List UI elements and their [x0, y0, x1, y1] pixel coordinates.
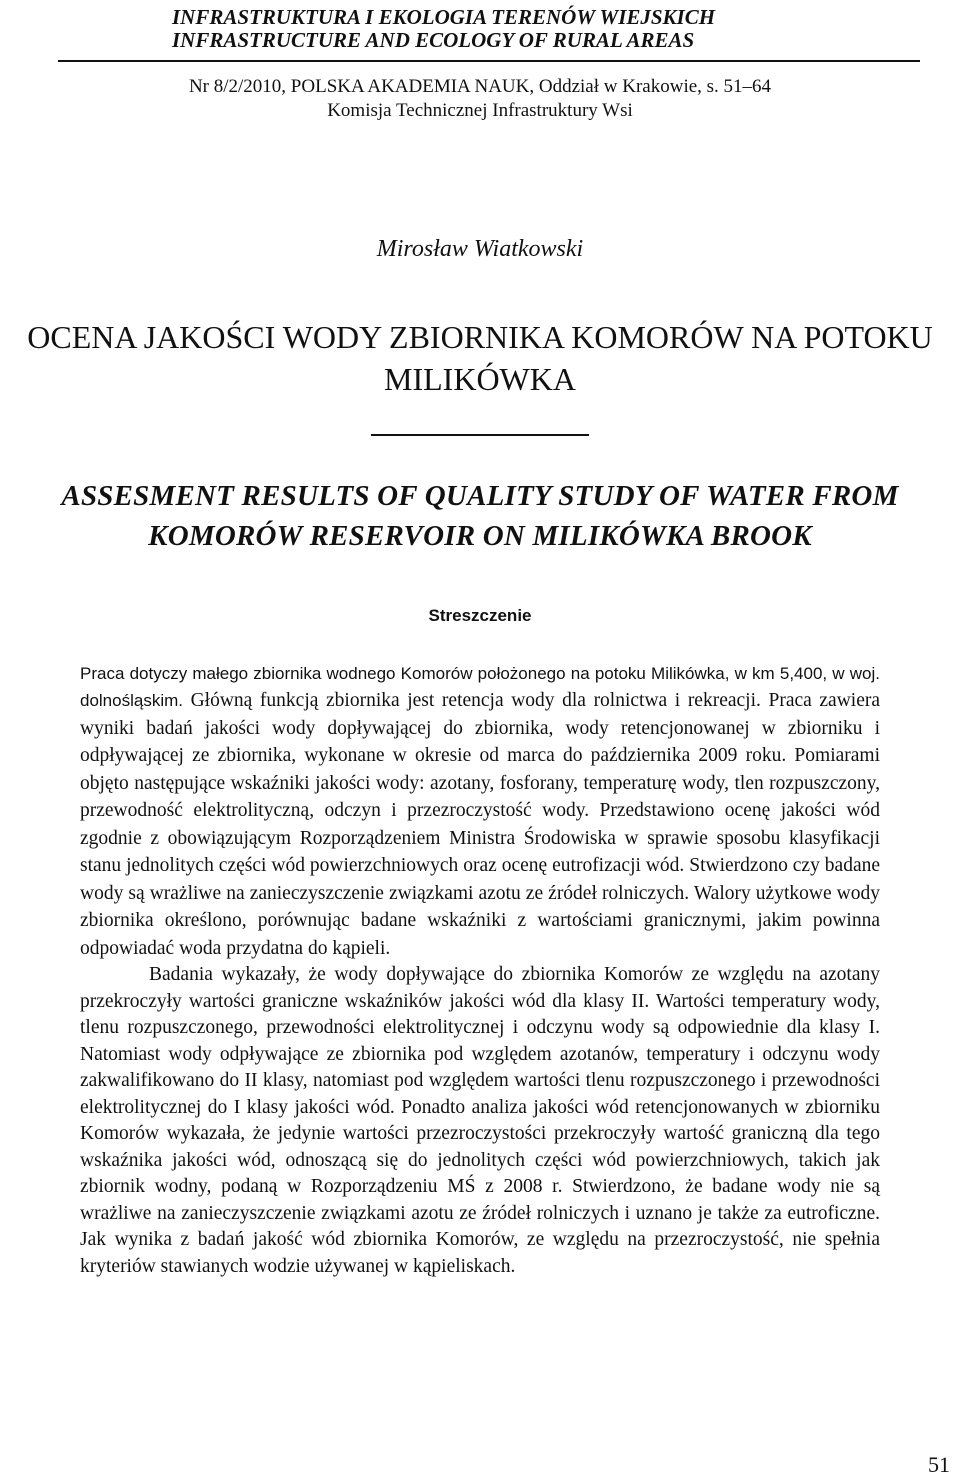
header-rule: [58, 60, 920, 62]
abstract-body: [80, 660, 880, 1280]
journal-title-en: INFRASTRUCTURE AND ECOLOGY OF RURAL AREAS: [172, 28, 695, 52]
abstract-paragraph-2: Badania wykazały, że wody dopływające do zbiornika Komorów ze względu na azotany przekroczyły wartości graniczne wskaźników jakości wód dla klasy II. Wartości temperatury wody, tlenu rozpuszczonego, przewodności elektrolitycznej i odczynu wody są odpowiednie dla klasy I. Natomiast wody odpływające ze zbiornika pod względem azotanów, temperatury i odczynu wody zakwalifikowano do II klasy, natomiast pod względem wartości tlenu rozpuszczonego i przewodności elektrolitycznej do I klasy jakości wód. Ponadto analiza jakości wód retencjonowanych w zbiorniku Komorów wykazała, że jedynie wartości przezroczystości przekroczyły wartość graniczną dla tego wskaźnika jakości wód, odnoszącą się do jednolitych części wód powierzchniowych, takich jak zbiornik wodny, podaną w Rozporządzeniu MŚ z 2008 r. Stwierdzono, że badane wody nie są wrażliwe na zanieczyszczenie związkami azotu ze źródeł rolniczych i uznano je także za eutroficzne. Jak wynika z badań jakość wód zbiornika Komorów, ze względu na przezroczystość, nie spełnia kryteriów stawianych wodzie używanej w kąpieliskach.: [80, 964, 880, 1277]
abstract-paragraph-1: [80, 660, 880, 962]
title-divider: [371, 434, 589, 436]
journal-header: [172, 6, 792, 52]
page-number: 51: [928, 1452, 950, 1477]
commission-name: Komisja Technicznej Infrastruktury Wsi: [327, 100, 633, 121]
abstract-heading: Streszczenie: [428, 606, 532, 625]
author-name: Mirosław Wiatkowski: [376, 236, 584, 262]
journal-title-pl: INFRASTRUKTURA I EKOLOGIA TERENÓW WIEJSKICH: [172, 5, 716, 29]
paper-title-en: ASSESMENT RESULTS OF QUALITY STUDY OF WATER FROM KOMORÓW RESERVOIR ON MILIKÓWKA BROOK: [61, 480, 899, 552]
abstract-p1-serif: Główną funkcją zbiornika jest retencja wody dla rolnictwa i rekreacji. Praca zawiera wyniki badań jakości wody dopływającej do zbiornika, wody retencjonowanej w zbiorniku i odpływającej ze zbiornika, wykonane w okresie od marca do października 2009 roku. Pomiarami objęto następujące wskaźniki jakości wody: azotany, fosforany, temperaturę wody, tlen rozpuszczony, przewodność elektrolityczną, odczyn i przezroczystość wody. Przedstawiono ocenę jakości wód zgodnie z obowiązującym Rozporządzeniem Ministra Środowiska w sprawie sposobu klasyfikacji stanu jednolitych części wód powierzchniowych oraz ocenę eutrofizacji wód. Stwierdzono czy badane wody są wrażliwe na zanieczyszczenie związkami azotu ze źródeł rolniczych. Walory użytkowe wody zbiornika określono, porównując badane wskaźniki z wartościami granicznymi, jakim powinna odpowiadać woda przydatna do kąpieli.: [80, 690, 880, 959]
issue-info: Nr 8/2/2010, POLSKA AKADEMIA NAUK, Oddział w Krakowie, s. 51–64: [188, 76, 772, 97]
abstract-p1-sans: Praca dotyczy małego zbiornika wodnego Komorów położonego na potoku Milikówka, w km 5,400, w woj. dolnośląskim.: [80, 664, 880, 710]
paper-title-pl: OCENA JAKOŚCI WODY ZBIORNIKA KOMORÓW NA POTOKU MILIKÓWKA: [27, 319, 933, 397]
